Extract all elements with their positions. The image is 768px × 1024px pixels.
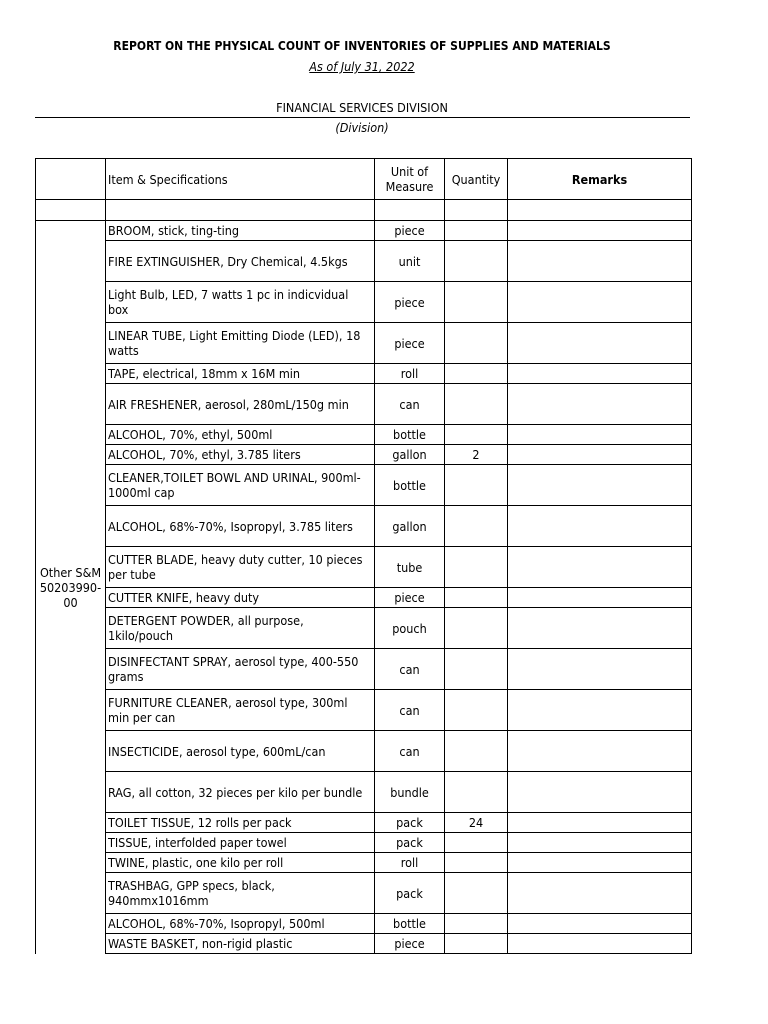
item-cell: TRASHBAG, GPP specs, black, 940mmx1016mm (106, 873, 375, 914)
item-cell: FIRE EXTINGUISHER, Dry Chemical, 4.5kgs (106, 241, 375, 282)
remarks-cell (508, 465, 692, 506)
quantity-cell (445, 588, 508, 608)
unit-of-measure-cell: bottle (375, 914, 445, 934)
unit-of-measure-cell: bundle (375, 772, 445, 813)
quantity-cell (445, 873, 508, 914)
quantity-cell (445, 649, 508, 690)
quantity-cell (445, 506, 508, 547)
remarks-cell (508, 323, 692, 364)
item-cell: AIR FRESHENER, aerosol, 280mL/150g min (106, 384, 375, 425)
remarks-cell (508, 384, 692, 425)
item-cell: ALCOHOL, 70%, ethyl, 3.785 liters (106, 445, 375, 465)
unit-of-measure-cell: pack (375, 813, 445, 833)
remarks-cell (508, 588, 692, 608)
quantity-cell (445, 853, 508, 873)
table-spacer-row (36, 200, 692, 221)
remarks-cell (508, 813, 692, 833)
division-underline (35, 117, 690, 118)
table-row (36, 914, 692, 934)
unit-of-measure-cell: unit (375, 241, 445, 282)
table-row (36, 608, 692, 649)
item-cell: TAPE, electrical, 18mm x 16M min (106, 364, 375, 384)
quantity-cell (445, 425, 508, 445)
quantity-cell (445, 833, 508, 853)
item-cell: ALCOHOL, 70%, ethyl, 500ml (106, 425, 375, 445)
quantity-cell (445, 934, 508, 954)
item-cell: CLEANER,TOILET BOWL AND URINAL, 900ml-1000ml cap (106, 465, 375, 506)
item-cell: CUTTER BLADE, heavy duty cutter, 10 pieces per tube (106, 547, 375, 588)
quantity-cell (445, 282, 508, 323)
quantity-cell (445, 772, 508, 813)
unit-of-measure-cell: piece (375, 221, 445, 241)
unit-of-measure-cell: can (375, 649, 445, 690)
quantity-cell (445, 221, 508, 241)
unit-of-measure-cell: piece (375, 282, 445, 323)
inventory-table (35, 158, 692, 954)
unit-of-measure-cell: can (375, 690, 445, 731)
item-cell: CUTTER KNIFE, heavy duty (106, 588, 375, 608)
table-row (36, 813, 692, 833)
report-date: As of July 31, 2022 (309, 59, 415, 74)
item-cell: WASTE BASKET, non-rigid plastic (106, 934, 375, 954)
unit-of-measure-cell: gallon (375, 445, 445, 465)
item-cell: DISINFECTANT SPRAY, aerosol type, 400-550 grams (106, 649, 375, 690)
category-cell: Other S&M 50203990-00 (36, 221, 106, 954)
division-name: FINANCIAL SERVICES DIVISION (276, 100, 448, 115)
remarks-cell (508, 934, 692, 954)
header-category-cell (36, 159, 106, 200)
remarks-cell (508, 731, 692, 772)
quantity-cell (445, 690, 508, 731)
unit-of-measure-cell: can (375, 384, 445, 425)
unit-of-measure-cell: roll (375, 853, 445, 873)
item-cell: TOILET TISSUE, 12 rolls per pack (106, 813, 375, 833)
quantity-cell: 24 (445, 813, 508, 833)
unit-of-measure-cell: piece (375, 588, 445, 608)
unit-of-measure-cell: roll (375, 364, 445, 384)
unit-of-measure-cell: bottle (375, 425, 445, 445)
table-row (36, 588, 692, 608)
item-cell: INSECTICIDE, aerosol type, 600mL/can (106, 731, 375, 772)
header-remarks: Remarks (508, 159, 692, 200)
remarks-cell (508, 241, 692, 282)
report-title: REPORT ON THE PHYSICAL COUNT OF INVENTORIES OF SUPPLIES AND MATERIALS (113, 39, 611, 53)
table-row (36, 364, 692, 384)
quantity-cell (445, 364, 508, 384)
spacer-cell (106, 200, 375, 221)
remarks-cell (508, 506, 692, 547)
remarks-cell (508, 873, 692, 914)
table-row (36, 833, 692, 853)
remarks-cell (508, 914, 692, 934)
item-cell: Light Bulb, LED, 7 watts 1 pc in indicvidual box (106, 282, 375, 323)
table-row (36, 772, 692, 813)
spacer-cell (36, 200, 106, 221)
remarks-cell (508, 649, 692, 690)
quantity-cell: 2 (445, 445, 508, 465)
header-item-specifications: Item & Specifications (106, 159, 375, 200)
remarks-cell (508, 425, 692, 445)
item-cell: RAG, all cotton, 32 pieces per kilo per bundle (106, 772, 375, 813)
table-row (36, 934, 692, 954)
quantity-cell (445, 384, 508, 425)
table-row (36, 873, 692, 914)
unit-of-measure-cell: piece (375, 323, 445, 364)
item-cell: TWINE, plastic, one kilo per roll (106, 853, 375, 873)
quantity-cell (445, 914, 508, 934)
item-cell: DETERGENT POWDER, all purpose, 1kilo/pouch (106, 608, 375, 649)
table-row (36, 690, 692, 731)
remarks-cell (508, 772, 692, 813)
inventory-table-body (36, 159, 692, 954)
table-row (36, 384, 692, 425)
remarks-cell (508, 690, 692, 731)
table-row (36, 465, 692, 506)
table-row (36, 323, 692, 364)
unit-of-measure-cell: pack (375, 833, 445, 853)
item-cell: ALCOHOL, 68%-70%, Isopropyl, 3.785 liters (106, 506, 375, 547)
table-row (36, 853, 692, 873)
table-row (36, 649, 692, 690)
table-row (36, 731, 692, 772)
item-cell: ALCOHOL, 68%-70%, Isopropyl, 500ml (106, 914, 375, 934)
remarks-cell (508, 608, 692, 649)
table-row (36, 282, 692, 323)
table-row (36, 506, 692, 547)
item-cell: FURNITURE CLEANER, aerosol type, 300ml min per can (106, 690, 375, 731)
remarks-cell (508, 853, 692, 873)
item-cell: LINEAR TUBE, Light Emitting Diode (LED), 18 watts (106, 323, 375, 364)
spacer-cell (375, 200, 445, 221)
quantity-cell (445, 465, 508, 506)
unit-of-measure-cell: pouch (375, 608, 445, 649)
remarks-cell (508, 445, 692, 465)
table-row (36, 445, 692, 465)
header-quantity: Quantity (445, 159, 508, 200)
unit-of-measure-cell: can (375, 731, 445, 772)
spacer-cell (445, 200, 508, 221)
quantity-cell (445, 547, 508, 588)
quantity-cell (445, 608, 508, 649)
table-row (36, 221, 692, 241)
remarks-cell (508, 221, 692, 241)
division-caption: (Division) (335, 120, 389, 135)
unit-of-measure-cell: bottle (375, 465, 445, 506)
remarks-cell (508, 547, 692, 588)
unit-of-measure-cell: gallon (375, 506, 445, 547)
remarks-cell (508, 833, 692, 853)
quantity-cell (445, 731, 508, 772)
header-unit-of-measure: Unit of Measure (375, 159, 445, 200)
quantity-cell (445, 241, 508, 282)
remarks-cell (508, 282, 692, 323)
unit-of-measure-cell: pack (375, 873, 445, 914)
table-header-row (36, 159, 692, 200)
spacer-cell (508, 200, 692, 221)
table-row (36, 425, 692, 445)
item-cell: TISSUE, interfolded paper towel (106, 833, 375, 853)
unit-of-measure-cell: piece (375, 934, 445, 954)
remarks-cell (508, 364, 692, 384)
quantity-cell (445, 323, 508, 364)
table-row (36, 547, 692, 588)
item-cell: BROOM, stick, ting-ting (106, 221, 375, 241)
table-row (36, 241, 692, 282)
unit-of-measure-cell: tube (375, 547, 445, 588)
